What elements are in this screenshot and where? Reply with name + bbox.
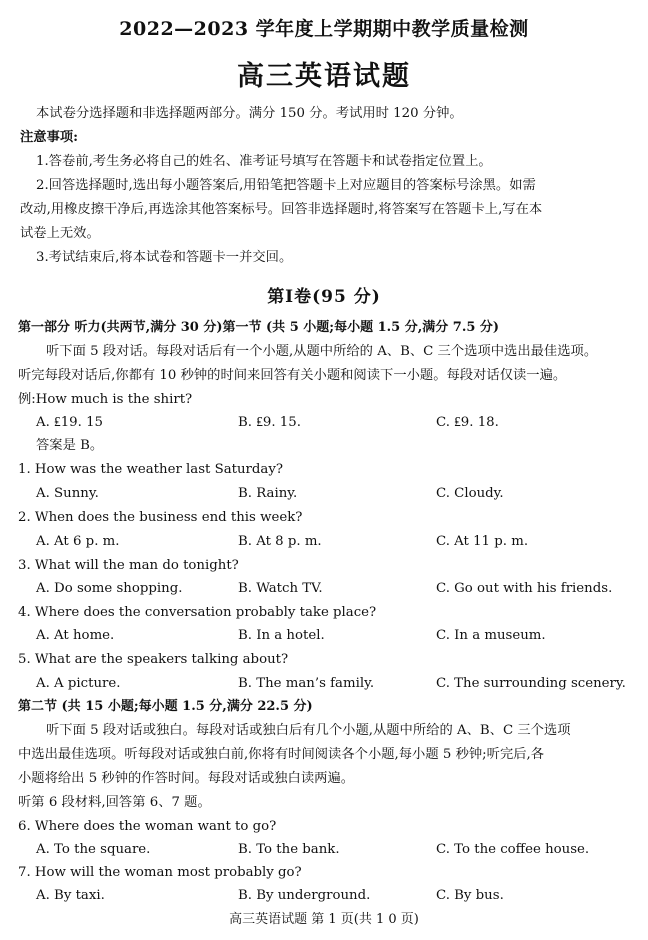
question-5-option-c: C. The surrounding scenery.: [436, 676, 626, 691]
exam-title: 2022—2023 学年度上学期期中教学质量检测: [119, 18, 529, 40]
note-2-line-3: 试卷上无效。: [20, 226, 100, 241]
note-1: 1.答卷前,考生务必将自己的姓名、准考证号填写在答题卡和试卷指定位置上。: [36, 154, 492, 169]
question-1-option-b: B. Rainy.: [238, 486, 298, 501]
question-3-option-c: C. Go out with his friends.: [436, 581, 613, 596]
section2-material: 听第 6 段材料,回答第 6、7 题。: [18, 795, 211, 810]
question-5-option-b: B. The man’s family.: [238, 676, 375, 691]
question-7-option-c: C. By bus.: [436, 888, 504, 903]
subject-title: 高三英语试题: [237, 61, 411, 92]
question-4-option-b: B. In a hotel.: [238, 628, 325, 643]
question-6-option-a: A. To the square.: [36, 842, 151, 857]
question-1-option-a: A. Sunny.: [36, 486, 99, 501]
example-option-a: A. ₤19. 15: [36, 415, 103, 430]
section2-instruction-line-1: 听下面 5 段对话或独白。每段对话或独白后有几个小题,从题中所给的 A、B、C 三个选项: [46, 723, 571, 738]
question-2-option-b: B. At 8 p. m.: [238, 534, 322, 549]
question-5-option-a: A. A picture.: [36, 676, 121, 691]
intro-summary: 本试卷分选择题和非选择题两部分。满分 150 分。考试用时 120 分钟。: [36, 106, 463, 121]
section2-heading: 第二节 (共 15 小题;每小题 1.5 分,满分 22.5 分): [18, 699, 313, 714]
note-2-line-2: 改动,用橡皮擦干净后,再选涂其他答案标号。回答非选择题时,将答案写在答题卡上,写在本: [20, 202, 543, 217]
page-footer: 高三英语试题 第 1 页(共 1 0 页): [229, 912, 419, 927]
part1-instruction-line-1: 听下面 5 段对话。每段对话后有一个小题,从题中所给的 A、B、C 三个选项中选出最佳选项。: [46, 344, 598, 359]
note-2-line-1: 2.回答选择题时,选出每小题答案后,用铅笔把答题卡上对应题目的答案标号涂黑。如需: [36, 178, 536, 193]
section2-instruction-line-2: 中选出最佳选项。听每段对话或独白前,你将有时间阅读各个小题,每小题 5 秒钟;听完后,各: [18, 747, 545, 762]
notes-heading: 注意事项:: [20, 130, 79, 145]
part1-instruction-line-2: 听完每段对话后,你都有 10 秒钟的时间来回答有关小题和阅读下一小题。每段对话仅读一遍。: [18, 368, 567, 383]
question-5: 5. What are the speakers talking about?: [18, 652, 289, 667]
question-6-option-c: C. To the coffee house.: [436, 842, 590, 857]
volume-title: 第Ⅰ卷(95 分): [267, 287, 381, 307]
question-3-option-a: A. Do some shopping.: [36, 581, 183, 596]
question-2-option-c: C. At 11 p. m.: [436, 534, 529, 549]
question-3: 3. What will the man do tonight?: [18, 558, 239, 573]
section2-instruction-line-3: 小题将给出 5 秒钟的作答时间。每段对话或独白读两遍。: [18, 771, 355, 786]
question-1-option-c: C. Cloudy.: [436, 486, 504, 501]
question-4-option-a: A. At home.: [36, 628, 115, 643]
part1-heading: 第一部分 听力(共两节,满分 30 分)第一节 (共 5 小题;每小题 1.5 分,满分 7.5 分): [18, 320, 500, 335]
note-3: 3.考试结束后,将本试卷和答题卡一并交回。: [36, 250, 293, 265]
question-2-option-a: A. At 6 p. m.: [36, 534, 120, 549]
example-option-b: B. ₤9. 15.: [238, 415, 301, 430]
question-7-option-a: A. By taxi.: [36, 888, 105, 903]
question-6-option-b: B. To the bank.: [238, 842, 340, 857]
question-1: 1. How was the weather last Saturday?: [18, 462, 283, 477]
example-question: 例:How much is the shirt?: [18, 392, 193, 407]
question-3-option-b: B. Watch TV.: [238, 581, 323, 596]
example-answer: 答案是 B。: [36, 438, 104, 453]
question-6: 6. Where does the woman want to go?: [18, 819, 277, 834]
question-7: 7. How will the woman most probably go?: [18, 865, 302, 880]
question-4: 4. Where does the conversation probably take place?: [18, 605, 377, 620]
example-option-c: C. ₤9. 18.: [436, 415, 499, 430]
question-2: 2. When does the business end this week?: [18, 510, 303, 525]
question-4-option-c: C. In a museum.: [436, 628, 546, 643]
question-7-option-b: B. By underground.: [238, 888, 371, 903]
